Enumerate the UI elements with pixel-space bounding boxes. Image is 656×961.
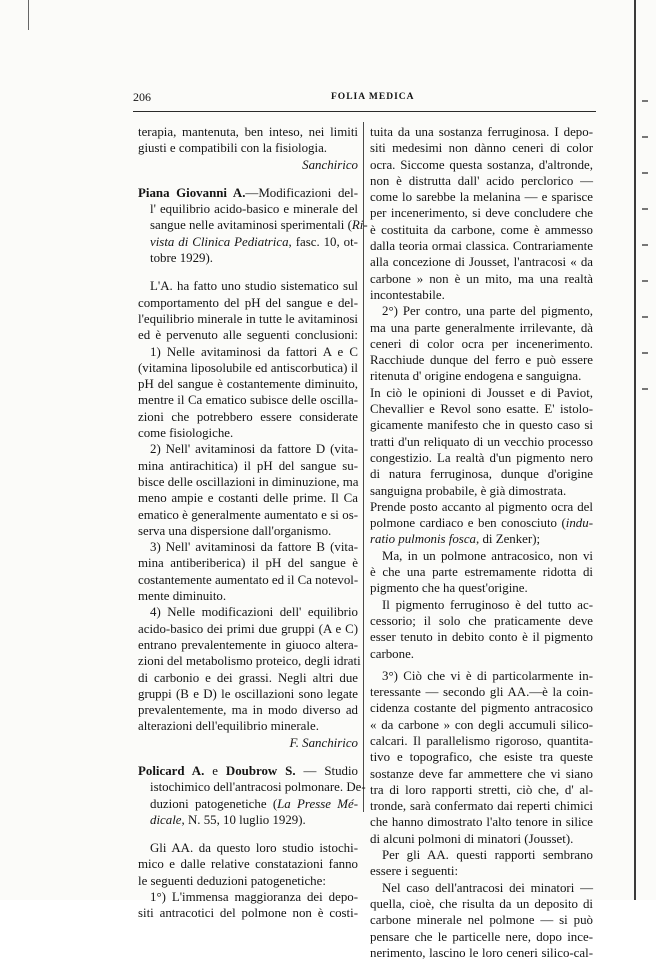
- body-line: siti medesimi non dànno ceneri di color: [370, 141, 593, 156]
- body-line: carbone » non è un mito, ma una realtà: [370, 271, 593, 286]
- body-line: comportamento del pH del sangue e del-: [138, 295, 358, 310]
- body-line: ed è pervenuto alle seguenti conclusioni:: [138, 328, 358, 343]
- body-line: sostanze deve far ammettere che vi siano: [370, 766, 593, 781]
- body-line: tra di loro rapporti stretti, ciò che, d' al-: [370, 782, 593, 797]
- body-line: tratti d'un reliquato di un vecchio processo: [370, 434, 593, 449]
- body-line: sanguigna probabile, è già dimostrata.: [370, 483, 567, 498]
- body-line: Gli AA. da questo loro studio istochi-: [150, 841, 358, 856]
- page-number: 206: [133, 90, 151, 104]
- body-line: In ciò le opinioni di Jousset e di Paviot,: [370, 385, 593, 400]
- article-heading-line: dicale, N. 55, 10 luglio 1929).: [150, 812, 306, 827]
- body-line: è che una parte estremamente ridotta di: [370, 565, 593, 580]
- body-line: che hanno dimostrato l'alto tenore in silice: [370, 815, 593, 830]
- body-line: ratio pulmonis fosca, di Zenker);: [370, 532, 541, 547]
- body-line: costantemente aumentato ed il Ca notevol-: [138, 572, 359, 587]
- body-line: mina antirachitica) il pH del sangue su-: [138, 458, 358, 473]
- body-line: zioni del metabolismo proteico, degli idrati: [138, 654, 361, 669]
- body-line: mentre il Ca ematico subisce delle oscilla-: [138, 393, 358, 408]
- body-line: di alcuni polmoni di minatori (Jousset).: [370, 831, 574, 846]
- header-rule: [133, 111, 596, 112]
- body-line: come fisiologiche.: [138, 426, 234, 441]
- body-line: dalla teoria ormai classica. Contrariamente: [370, 239, 593, 254]
- body-line: serva una dispersione dall'organismo.: [138, 523, 332, 538]
- page-edge-marks: [640, 100, 650, 480]
- body-line: tivo e topografico, che esiste tra queste: [370, 750, 593, 765]
- article-heading-line: Policard A. e Doubrow S. — Studio: [138, 763, 358, 778]
- journal-title: vista di Clinica Pediatrica: [150, 234, 289, 249]
- body-line: esser tenuto in debito conto è il pigmento: [370, 630, 593, 645]
- journal-title: La Presse Mé-: [277, 796, 358, 811]
- body-line: 2) Nell' avitaminosi da fattore D (vita-: [150, 442, 358, 457]
- body-line: 1°) L'immensa maggioranza dei depo-: [150, 890, 358, 905]
- body-line: polmone cardiaco e ben conosciuto (indu-: [370, 516, 593, 531]
- body-line: calcari. Il parallelismo rigoroso, quantita-: [370, 733, 593, 748]
- body-line: alterazioni dell'equilibrio minerale.: [138, 719, 319, 734]
- article-heading-line: istochimico dell'antracosi polmonare. De-: [150, 780, 366, 795]
- body-line: Per gli AA. questi rapporti sembrano: [382, 848, 593, 863]
- body-line: bisce delle oscillazioni in diminuzione, ma: [138, 474, 359, 489]
- body-line: non è distrutta dall' acido perclorico —: [370, 173, 593, 188]
- body-line: pigmento che ha quest'origine.: [370, 581, 528, 596]
- body-line: 3°) Ciò che vi è di particolarmente in-: [382, 668, 593, 683]
- body-line: le seguenti deduzioni patogenetiche:: [138, 873, 326, 888]
- body-line: ceneri di color ocra per incenerimento.: [370, 336, 593, 351]
- body-line: essere i seguenti:: [370, 864, 459, 879]
- body-line: incontestabile.: [370, 287, 445, 302]
- body-line: 2°) Per contro, una parte del pigmento,: [382, 304, 593, 319]
- left-column: [138, 124, 368, 922]
- body-line: cessorio; il solo che praticamente deve: [370, 613, 593, 628]
- body-line: ma una parte generalmente irrilevante, dà: [370, 320, 593, 335]
- body-line: gruppi (B e D) le oscillazioni sono legate: [138, 686, 358, 701]
- body-line: di carbonio e dei grassi. Negli altri due: [138, 670, 358, 685]
- text-line: terapia, mantenuta, ben inteso, nei limiti: [138, 125, 358, 139]
- signature: F. Sanchirico: [289, 735, 358, 750]
- body-line: nerimento, lascino le loro ceneri silico-cal-: [370, 945, 593, 960]
- body-line: zioni che potrebbero essere considerate: [138, 409, 358, 424]
- body-line: cidenza costante del pigmento antracosico: [370, 701, 593, 716]
- body-line: quella, cioè, che risulta da un deposito di: [370, 896, 593, 911]
- article-author: Doubrow S.: [225, 763, 296, 778]
- article-author: Piana Giovanni A.: [138, 185, 246, 200]
- article-heading-line: Piana Giovanni A.—Modificazioni del-: [138, 185, 358, 200]
- article-heading-line: l' equilibrio acido-basico e minerale del: [150, 202, 358, 217]
- body-line: ritenuta d' origine endogena e sanguigna.: [370, 369, 582, 384]
- body-line: « da carbone » con degli accumuli silico-: [370, 717, 593, 732]
- body-line: alla concezione di Jousset, l'antracosi « da: [370, 255, 593, 270]
- article-heading-line: sangue nelle avitaminosi sperimentali (Ri-: [150, 218, 368, 233]
- page-edge-line: [634, 0, 636, 900]
- body-line: meno ampie e costanti delle prime. Il Ca: [138, 491, 358, 506]
- article-author: Policard A.: [138, 763, 205, 778]
- body-line: carbone.: [370, 646, 415, 661]
- body-line: Ma, in un polmone antracosico, non vi: [382, 548, 593, 563]
- body-line: 1) Nelle avitaminosi da fattori A e C: [150, 344, 358, 359]
- body-line: mina antiberiberica) il pH del sangue è: [138, 556, 358, 571]
- body-line: è costituita da carbone, come è ammesso: [370, 222, 593, 237]
- body-line: tronde, sarà confermato dai reperti chimici: [370, 799, 593, 814]
- body-line: Nel caso dell'antracosi dei minatori —: [382, 880, 593, 895]
- body-line: acido-basico dei primi due gruppi (A e C): [138, 621, 358, 636]
- body-line: (vitamina liposolubile ed antiscorbutica) il: [138, 360, 358, 375]
- text-line: giusti e compatibili con la fisiologia.: [138, 141, 328, 156]
- article-heading-line: tobre 1929).: [150, 251, 214, 266]
- body-line: teressante — secondo gli AA.—è la coin-: [370, 685, 593, 700]
- article-heading-line: vista di Clinica Pediatrica, fasc. 10, ot-: [150, 234, 358, 249]
- body-line: congestizio. La realtà d'un pigmento nero: [370, 450, 593, 465]
- body-line: tuita da una sostanza ferruginosa. I depo-: [370, 125, 593, 139]
- article-heading-line: duzioni patogenetiche (La Presse Mé-: [150, 796, 358, 811]
- right-column: [370, 124, 593, 961]
- body-line: Chevallier e Revol sono esatte. E' istolo-: [370, 402, 593, 417]
- body-line: come lo sarebbe la melanina — e sparisce: [370, 190, 593, 205]
- body-line: gicamente manifesto che in questo caso si: [370, 418, 593, 433]
- body-line: 4) Nelle modificazioni dell' equilibrio: [150, 605, 358, 620]
- running-title: FOLIA MEDICA: [331, 92, 415, 102]
- body-line: mente diminuito.: [138, 589, 227, 604]
- binding-mark: [28, 0, 29, 30]
- body-line: carbone minerale nel polmone — si può: [370, 913, 593, 928]
- body-line: 3) Nell' avitaminosi da fattore B (vita-: [150, 540, 358, 555]
- signature: Sanchirico: [302, 157, 358, 172]
- body-line: ematico è generalmente aumentato e si os-: [138, 507, 358, 522]
- body-line: pensare che le particelle nere, dopo ince-: [370, 929, 593, 944]
- body-line: siti antracotici del polmone non è costi-: [138, 906, 358, 921]
- body-line: di natura ferruginosa, dunque d'origine: [370, 467, 593, 482]
- body-line: entrano prevalentemente in giuoco altera-: [138, 637, 358, 652]
- body-line: l'equilibrio minerale in tutte le avitaminosi: [138, 311, 358, 326]
- body-line: L'A. ha fatto uno studio sistematico sul: [150, 279, 358, 294]
- body-line: Prende posto accanto al pigmento ocra del: [370, 499, 593, 514]
- body-line: pH del sangue è costantemente diminuito,: [138, 377, 358, 392]
- body-line: prevalentemente, ma in modo diverso ad: [138, 703, 358, 718]
- body-line: per incenerimento, si deve concludere che: [370, 206, 593, 221]
- body-line: Il pigmento ferruginoso è del tutto ac-: [382, 597, 593, 612]
- body-line: Racchiude dunque del ferro e può essere: [370, 353, 593, 368]
- body-line: mico e dalle relative constatazioni fanno: [138, 857, 358, 872]
- body-line: ocra. Siccome questa sostanza, d'altronde,: [370, 157, 593, 172]
